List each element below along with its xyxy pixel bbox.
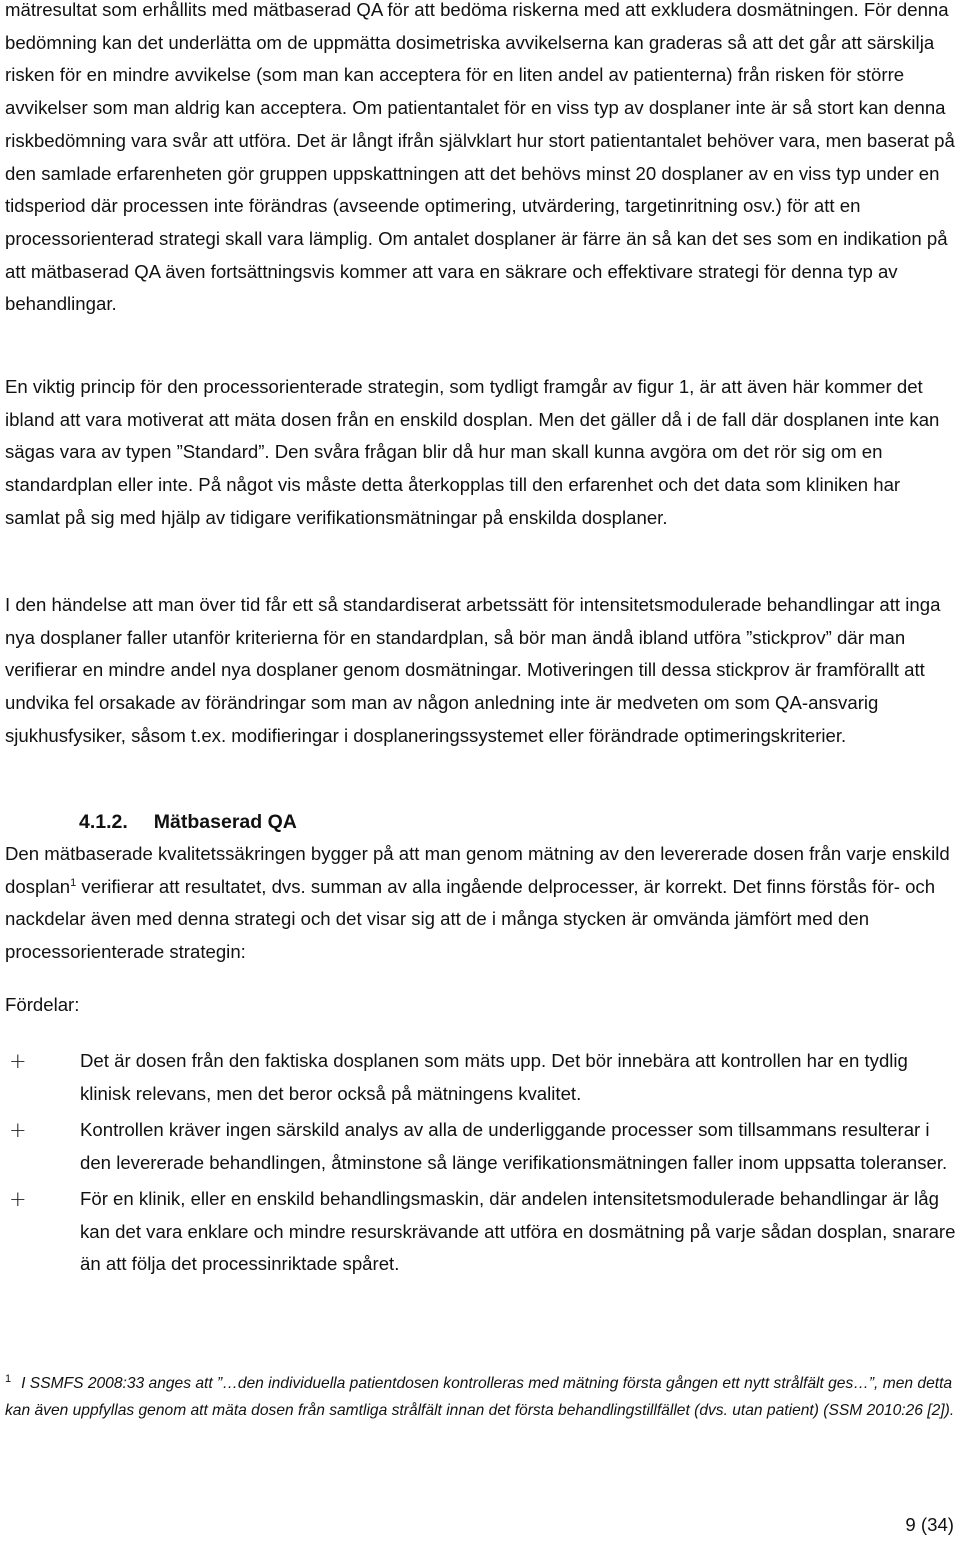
page-number: 9 (34): [905, 1514, 954, 1535]
section-heading: [79, 806, 297, 838]
advantages-list: [5, 1045, 957, 1285]
section-intro: [5, 838, 957, 969]
footnote: [5, 1370, 957, 1424]
plus-bullet-icon: +: [9, 1049, 27, 1073]
list-item-text: För en klinik, eller en enskild behandlingsmaskin, där andelen intensitetsmodulerade behandlingar är låg kan det vara enklare och mindre resurskrävande att utföra en dosmätning på varje sådan dosplan, snarare än att följa det processinriktade spåret.: [80, 1188, 956, 1274]
list-item: [5, 1183, 957, 1281]
section-number: 4.1.2.: [79, 811, 128, 833]
footnote-reference[interactable]: 1: [70, 876, 77, 889]
section-intro-end: verifierar att resultatet, dvs. summan av alla ingående delprocesser, är korrekt. Det finns förstås för- och nackdelar även med denna strategi och det visar sig att de i många stycken är omvända jämfört med den processorienterade strategin:: [5, 875, 936, 963]
plus-bullet-icon: +: [9, 1187, 27, 1211]
paragraph-risk-assessment: mätresultat som erhållits med mätbaserad QA för att bedöma riskerna med att exkludera dosmätningen. För denna bedömning kan det underlätta om de uppmätta dosimetriska avvikelserna kan graderas så att det går att särskilja risken för en mindre avvikelse (som man kan acceptera för en liten andel av patienterna) från risken för större avvikelser som man aldrig kan acceptera. Om patientantalet för en viss typ av dosplaner inte är så stort kan denna riskbedömning vara svår att utföra. Det är långt ifrån självklart hur stort patientantalet behöver vara, men baserat på den samlade erfarenheten gör gruppen uppskattningen att det behövs minst 20 dosplaner av en viss typ under en tidsperiod där processen inte förändras (avseende optimering, utvärdering, targetinritning osv.) för att en processorienterad strategi skall vara lämplig. Om antalet dosplaner är färre än så kan det ses som en indikation på att mätbaserad QA även fortsättningsvis kommer att vara en säkrare och effektivare strategi för denna typ av behandlingar.: [5, 0, 955, 315]
section-title: Mätbaserad QA: [153, 811, 297, 833]
section-intro-start: Den mätbaserade kvalitetssäkringen bygger på att man genom mätning av den levererade dosen från varje enskild dosplan: [5, 843, 950, 897]
advantages-label: Fördelar:: [5, 994, 80, 1015]
paragraph-principle: En viktig princip för den processorienterade strategin, som tydligt framgår av figur 1, är att även här kommer det ibland att vara motiverat att mäta dosen från en enskild dosplan. Men det gäller då i de fall där dosplanen inte kan sägas vara av typen ”Standard”. Den svåra frågan blir då hur man skall kunna avgöra om det rör sig om en standardplan eller inte. På något vis måste detta återkopplas till den erfarenhet och det data som kliniken har samlat på sig med hjälp av tidigare verifikationsmätningar på enskilda dosplaner.: [5, 376, 940, 528]
footnote-mark: 1: [5, 1372, 12, 1385]
footnote-text: I SSMFS 2008:33 anges att ”…den individuella patientdosen kontrolleras med mätning första gången ett nytt strålfält ges…”, men detta kan även uppfyllas genom att mäta dosen från samtliga strålfält innan det första behandlingstillfället (dvs. utan patient) (SSM 2010:26 [2]).: [5, 1375, 955, 1419]
paragraph-spot-checks: I den händelse att man över tid får ett så standardiserat arbetssätt för intensitetsmodulerade behandlingar att inga nya dosplaner faller utanför kriterierna för en standardplan, så bör man ändå ibland utföra ”stickprov” där man verifierar en mindre andel nya dosplaner genom dosmätningar. Motiveringen till dessa stickprov är framförallt att undvika fel orsakade av förändringar som man av någon anledning inte är medveten om som QA-ansvarig sjukhusfysiker, såsom t.ex. modifieringar i dosplaneringssystemet eller förändrade optimeringskriterier.: [5, 594, 941, 746]
list-item-text: Det är dosen från den faktiska dosplanen som mäts upp. Det bör innebära att kontrollen har en tydlig klinisk relevans, men det beror också på mätningens kvalitet.: [80, 1050, 908, 1104]
plus-bullet-icon: +: [9, 1118, 27, 1142]
list-item: [5, 1114, 957, 1179]
list-item: [5, 1045, 957, 1110]
list-item-text: Kontrollen kräver ingen särskild analys av alla de underliggande processer som tillsammans resulterar i den levererade behandlingen, åtminstone så länge verifikationsmätningen faller inom uppsatta toleranser.: [80, 1119, 948, 1173]
